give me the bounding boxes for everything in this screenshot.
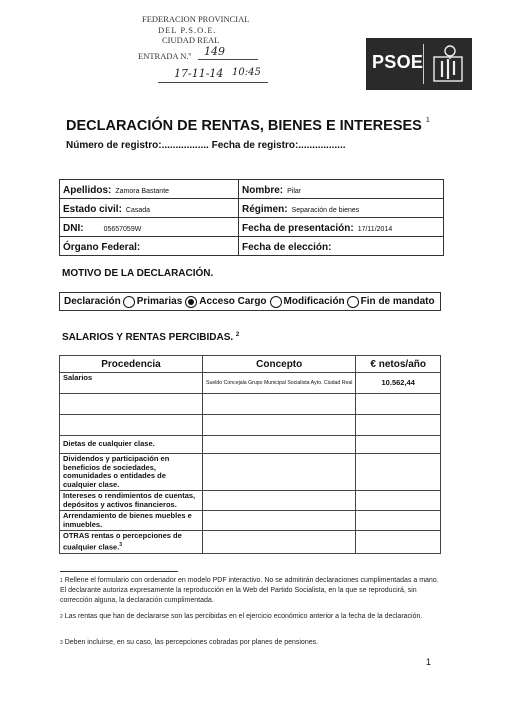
stamp-line-1: FEDERACION PROVINCIAL	[142, 14, 250, 24]
dni-cell[interactable]	[60, 218, 239, 237]
organo-federal-label: Órgano Federal:	[63, 242, 141, 253]
table-cell-empty[interactable]	[203, 511, 356, 531]
footnote-divider	[60, 571, 178, 572]
motivo-prefix: Declaración	[64, 296, 121, 307]
row-dividendos[interactable]: Dividendos y participación en beneficios de sociedades, comunidades o entidades de cualquier clase.	[60, 454, 203, 491]
nombre-label: Nombre:	[242, 185, 284, 196]
row-otras[interactable]	[60, 531, 203, 554]
nombre-cell[interactable]	[239, 180, 444, 199]
footnote-3-text: Deben incluirse, en su caso, las percepciones cobradas por planes de pensiones.	[64, 639, 319, 646]
regimen-cell[interactable]	[239, 199, 444, 218]
page-number: 1	[426, 657, 432, 667]
regimen-label: Régimen:	[242, 204, 288, 215]
footnote-2-number: 2	[60, 614, 63, 620]
footnote-1-text: Rellene el formulario con ordenador en modelo PDF interactivo. No se admitirán declaraciones cumplimentadas a mano. El declarante autoriza expresamente la reproducción en la Web del Partido Socialista, en la que se reproducirá, sin corrección alguna, la declaración cumplimentada.	[60, 577, 439, 604]
table-cell-empty[interactable]	[356, 531, 441, 554]
title-footnote-ref: 1	[425, 117, 430, 124]
footnote-1	[60, 576, 440, 606]
estado-civil-label: Estado civil:	[63, 204, 122, 215]
footnote-2-text: Las rentas que han de declararse son las percibidas en el ejercicio económico anterior a la fecha de la declaración.	[64, 613, 423, 620]
estado-civil-value: Casada	[125, 207, 151, 214]
table-cell-empty[interactable]	[203, 436, 356, 454]
radio-modificacion[interactable]	[270, 296, 282, 308]
row-salarios-euros[interactable]: 10.562,44	[356, 373, 441, 394]
logo-text: PSOE	[372, 52, 424, 72]
dni-label: DNI:	[63, 223, 84, 234]
salarios-footnote-ref: 2	[235, 332, 240, 338]
stamp-underline-2	[158, 82, 268, 83]
footnote-3	[60, 638, 440, 648]
table-cell-empty[interactable]	[203, 491, 356, 511]
table-cell-empty[interactable]	[356, 491, 441, 511]
row-arrendamiento[interactable]: Arrendamiento de bienes muebles e inmuebles.	[60, 511, 203, 531]
fecha-presentacion-value: 17/11/2014	[357, 226, 393, 233]
stamp-fecha-value: 17-11-14	[174, 67, 224, 80]
apellidos-value: Zamora Bastante	[115, 188, 170, 195]
table-cell-empty[interactable]	[356, 394, 441, 415]
fecha-eleccion-label: Fecha de elección:	[242, 242, 332, 253]
registration-stamp	[118, 14, 278, 86]
salario-concepto-value: Sueldo Concejala Grupo Municipal Socialista Ayto. Ciudad Real	[206, 380, 353, 387]
stamp-entrada-label: ENTRADA N.º	[138, 51, 192, 61]
row-otras-label: OTRAS rentas o percepciones de cualquier clase.	[63, 531, 182, 551]
nombre-value: Pilar	[287, 188, 302, 195]
stamp-line-3: CIUDAD REAL	[162, 35, 220, 45]
option-modificacion-label: Modificación	[283, 296, 345, 307]
apellidos-cell[interactable]	[60, 180, 239, 199]
registro-line: Número de registro:................. Fecha de registro:.................	[66, 140, 346, 151]
table-cell-empty[interactable]	[356, 511, 441, 531]
salarios-table	[59, 355, 441, 554]
table-cell-empty[interactable]	[356, 415, 441, 436]
table-cell-empty[interactable]	[60, 415, 203, 436]
option-acceso-cargo-label: Acceso Cargo	[199, 296, 267, 307]
footnote-3-number: 3	[60, 640, 63, 646]
salarios-title-text: SALARIOS Y RENTAS PERCIBIDAS.	[62, 332, 234, 343]
fecha-presentacion-cell[interactable]	[239, 218, 444, 237]
apellidos-label: Apellidos:	[63, 185, 112, 196]
table-cell-empty[interactable]	[203, 531, 356, 554]
logo-divider	[423, 44, 424, 84]
radio-acceso-cargo[interactable]	[185, 296, 197, 308]
table-cell-empty[interactable]	[203, 415, 356, 436]
dni-value: 05657059W	[103, 226, 142, 233]
organo-federal-cell[interactable]	[60, 237, 239, 256]
option-primarias-label: Primarias	[136, 296, 183, 307]
page-title	[66, 118, 430, 134]
stamp-underline	[198, 59, 258, 60]
personal-data-table	[59, 179, 444, 256]
radio-fin-mandato[interactable]	[347, 296, 359, 308]
table-cell-empty[interactable]	[356, 454, 441, 491]
stamp-entrada-value: 149	[204, 45, 225, 58]
header-procedencia: Procedencia	[60, 356, 203, 373]
table-cell-empty[interactable]	[356, 436, 441, 454]
otras-footnote-ref: 3	[119, 541, 123, 548]
fecha-presentacion-label: Fecha de presentación:	[242, 223, 354, 234]
footnote-2	[60, 612, 440, 622]
fecha-eleccion-cell[interactable]	[239, 237, 444, 256]
footnote-1-number: 1	[60, 578, 63, 584]
header-euros: € netos/año	[356, 356, 441, 373]
header-concepto: Concepto	[203, 356, 356, 373]
page-title-text: DECLARACIÓN DE RENTAS, BIENES E INTERESES	[66, 118, 422, 134]
row-salarios-concepto[interactable]	[203, 373, 356, 394]
motivo-box	[59, 292, 441, 311]
table-cell-empty[interactable]	[203, 454, 356, 491]
table-cell-empty[interactable]	[203, 394, 356, 415]
stamp-line-2: DEL P.S.O.E.	[158, 25, 217, 35]
table-cell-empty[interactable]	[60, 394, 203, 415]
estado-civil-cell[interactable]	[60, 199, 239, 218]
row-salarios-procedencia[interactable]: Salarios	[60, 373, 203, 394]
row-dietas[interactable]: Dietas de cualquier clase.	[60, 436, 203, 454]
row-intereses[interactable]: Intereses o rendimientos de cuentas, depósitos y activos financieros.	[60, 491, 203, 511]
psoe-logo	[366, 38, 472, 90]
fist-rose-icon	[428, 43, 468, 85]
option-fin-mandato-label: Fin de mandato	[360, 296, 435, 307]
radio-primarias[interactable]	[123, 296, 135, 308]
stamp-hora-value: 10:45	[232, 67, 261, 78]
salarios-title	[62, 332, 239, 343]
regimen-value: Separación de bienes	[291, 207, 360, 214]
motivo-title: MOTIVO DE LA DECLARACIÓN.	[62, 268, 214, 279]
